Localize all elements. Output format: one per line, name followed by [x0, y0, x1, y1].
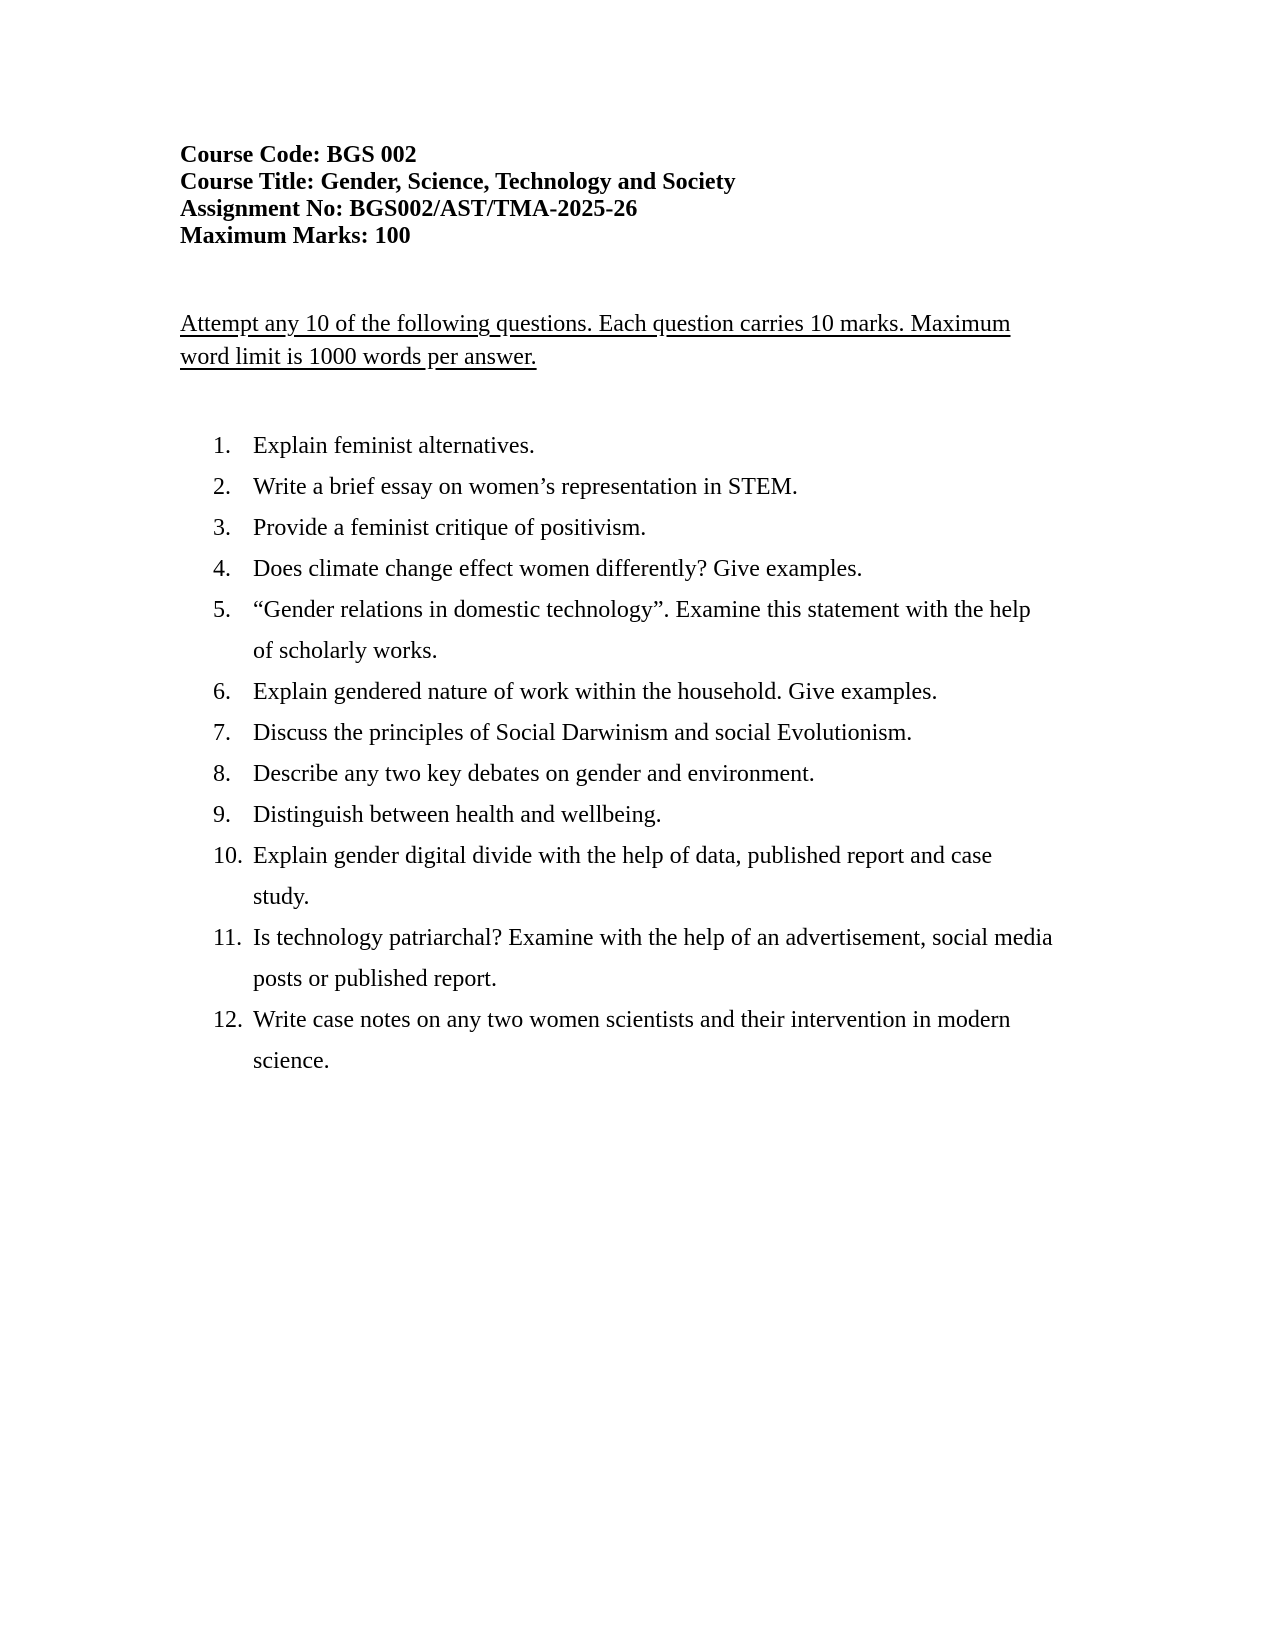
- question-item: [213, 590, 1097, 672]
- instructions-line-2: word limit is 1000 words per answer.: [180, 344, 537, 370]
- instructions-paragraph: [180, 308, 1040, 374]
- question-text: Provide a feminist critique of positivism.: [253, 515, 647, 541]
- question-text: “Gender relations in domestic technology”. Examine this statement with the help of scholarly works.: [253, 597, 1031, 664]
- assignment-no-line: Assignment No: BGS002/AST/TMA-2025-26: [180, 196, 638, 222]
- question-text: Explain gendered nature of work within the household. Give examples.: [253, 679, 938, 705]
- question-item: [213, 508, 1097, 549]
- question-text: Explain gender digital divide with the help of data, published report and case study.: [253, 843, 993, 910]
- question-number: 5.: [213, 597, 231, 623]
- question-number: 3.: [213, 515, 231, 541]
- question-number: 6.: [213, 679, 231, 705]
- maximum-marks-line: Maximum Marks: 100: [180, 223, 411, 249]
- question-item: [213, 918, 1097, 1000]
- question-item: [213, 549, 1097, 590]
- instructions-line-1: Attempt any 10 of the following questions. Each question carries 10 marks. Maximum: [180, 311, 1011, 337]
- question-number: 8.: [213, 761, 231, 787]
- question-number: 1.: [213, 433, 231, 459]
- question-number: 4.: [213, 556, 231, 582]
- question-item: [213, 672, 1097, 713]
- question-list: [180, 426, 1097, 1082]
- question-item: [213, 836, 1097, 918]
- question-item: [213, 426, 1097, 467]
- question-number: 7.: [213, 720, 231, 746]
- question-item: [213, 754, 1097, 795]
- question-number: 9.: [213, 802, 231, 828]
- question-text: Distinguish between health and wellbeing.: [253, 802, 662, 828]
- question-text: Describe any two key debates on gender and environment.: [253, 761, 815, 787]
- question-item: [213, 795, 1097, 836]
- question-text: Write case notes on any two women scientists and their intervention in modern science.: [253, 1007, 1011, 1074]
- question-text: Does climate change effect women differently? Give examples.: [253, 556, 863, 582]
- assignment-header: [180, 142, 1097, 250]
- question-number: 10.: [213, 843, 243, 869]
- question-item: [213, 713, 1097, 754]
- question-item: [213, 467, 1097, 508]
- course-title-line: Course Title: Gender, Science, Technology and Society: [180, 169, 736, 195]
- question-number: 12.: [213, 1007, 243, 1033]
- question-text: Explain feminist alternatives.: [253, 433, 535, 459]
- question-number: 2.: [213, 474, 231, 500]
- question-text: Write a brief essay on women’s representation in STEM.: [253, 474, 798, 500]
- course-code-line: Course Code: BGS 002: [180, 142, 417, 168]
- document-content: [180, 142, 1097, 1082]
- question-number: 11.: [213, 925, 243, 951]
- question-text: Discuss the principles of Social Darwinism and social Evolutionism.: [253, 720, 913, 746]
- question-text: Is technology patriarchal? Examine with the help of an advertisement, social media posts or published report.: [253, 925, 1053, 992]
- question-item: [213, 1000, 1097, 1082]
